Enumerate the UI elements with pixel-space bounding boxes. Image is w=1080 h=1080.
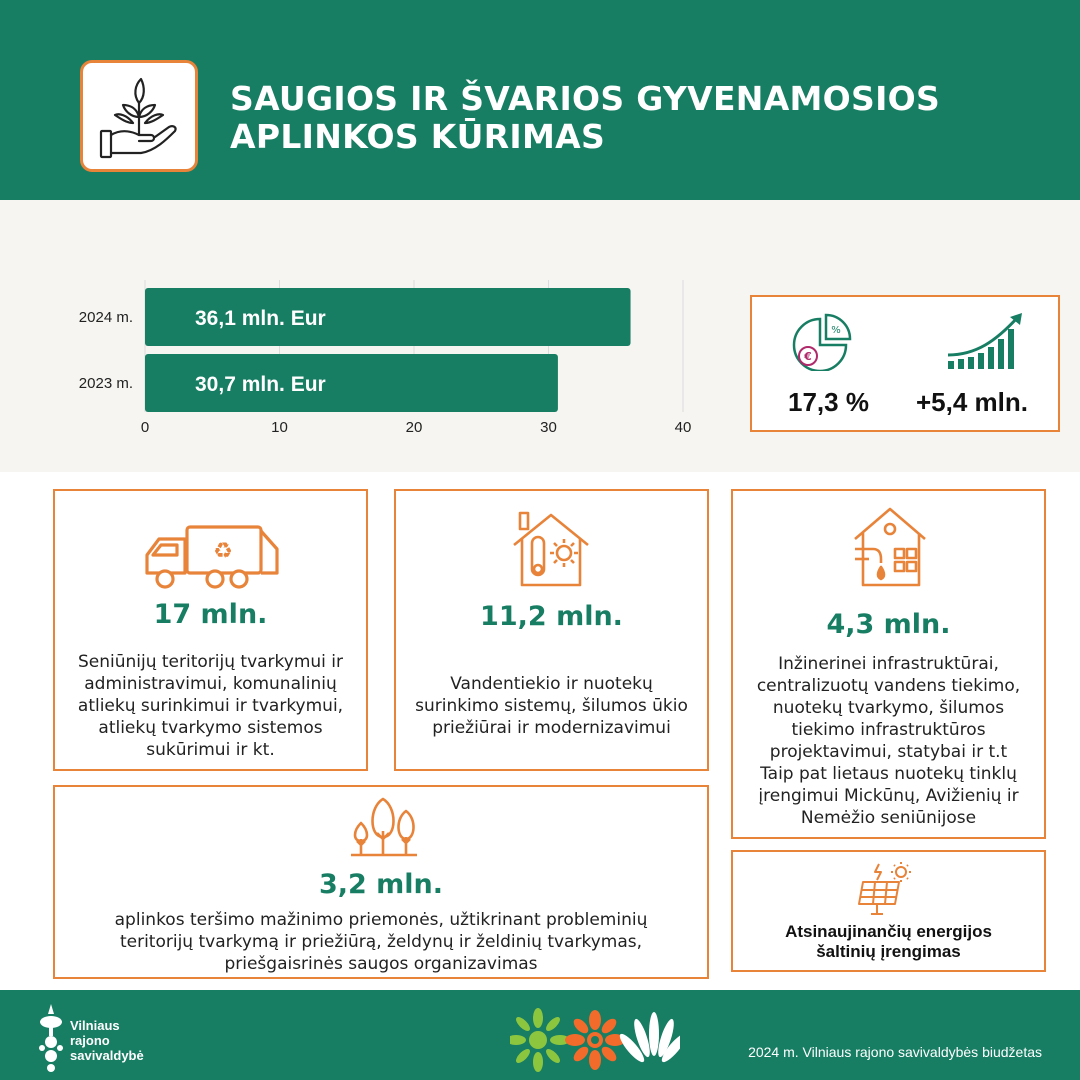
x-tick-label: 40: [674, 419, 692, 436]
decorative-flowers-icon: [510, 1008, 680, 1072]
stats-box: [750, 295, 1060, 432]
desc-line: atliekų tvarkymo sistemos: [98, 718, 323, 738]
svg-text:♻: ♻: [213, 539, 233, 564]
desc-line: įrengimui Mickūnų, Avižienių ir: [758, 786, 1019, 806]
plant-in-hand-icon-box: [80, 60, 198, 172]
desc-line: teritorijų tvarkymą ir priežiūrą, želdynų ir želdinių tvarkymas,: [119, 932, 643, 952]
card-waste-management: [53, 489, 368, 771]
svg-text:€: €: [804, 350, 812, 363]
bar-data-label: 30,7 mln. Eur: [195, 373, 326, 396]
desc-line: Inžinerinei infrastruktūrai,: [778, 654, 999, 674]
plant-in-hand-icon: [97, 73, 181, 161]
card-environment: [53, 785, 709, 979]
solar-description: [733, 922, 1044, 962]
y-category-label: 2024 m.: [78, 309, 133, 326]
increase-amount: +5,4 mln.: [916, 387, 1028, 417]
desc-line: šaltinių įrengimas: [816, 942, 961, 961]
desc-line: Atsinaujinančių energijos: [785, 922, 992, 941]
desc-line: sukūrimui ir kt.: [146, 740, 275, 760]
desc-line: projektavimui, statybai ir t.t: [769, 742, 1008, 762]
desc-line: priežiūrai ir modernizavimui: [432, 718, 671, 738]
infra-description: [733, 653, 1044, 829]
budget-footnote: 2024 m. Vilniaus rajono savivaldybės biudžetas: [748, 1044, 1042, 1060]
desc-line: surinkimo sistemų, šilumos ūkio: [415, 696, 688, 716]
growth-bars-arrow-icon: [946, 311, 1026, 371]
share-percent: 17,3 %: [788, 387, 869, 417]
title-line-1: SAUGIOS IR ŠVARIOS GYVENAMOSIOS: [230, 79, 941, 118]
y-category-label: 2023 m.: [78, 375, 133, 392]
card-water-heat: [394, 489, 709, 771]
desc-line: tiekimo infrastruktūros: [791, 720, 986, 740]
logo-line: Vilniaus: [70, 1018, 120, 1033]
desc-line: administravimui, komunalinių: [84, 674, 337, 694]
water-amount: 11,2 mln.: [480, 601, 623, 632]
card-infrastructure: [731, 489, 1046, 839]
footer-banner: [0, 990, 1080, 1080]
x-tick-label: 20: [405, 419, 423, 436]
logo-line: savivaldybė: [70, 1048, 144, 1063]
waste-amount: 17 mln.: [153, 599, 268, 630]
card-renewable-energy: [731, 850, 1046, 972]
solar-panel-icon: [857, 860, 913, 918]
desc-line: Vandentiekio ir nuotekų: [450, 674, 653, 694]
desc-line: Seniūnijų teritorijų tvarkymui ir: [77, 652, 344, 672]
infra-amount: 4,3 mln.: [826, 609, 951, 640]
house-water-tap-icon: [851, 505, 929, 587]
budget-bar-chart: [0, 200, 700, 472]
x-tick-label: 0: [140, 419, 150, 436]
desc-line: aplinkos teršimo mažinimo priemonės, užtikrinant probleminių: [114, 910, 648, 930]
title-line-2: APLINKOS KŪRIMAS: [230, 117, 606, 156]
garbage-truck-icon: [143, 521, 283, 591]
water-description: [396, 673, 707, 739]
house-thermometer-sun-icon: [510, 509, 592, 589]
x-tick-label: 30: [540, 419, 557, 436]
pie-percent-euro-icon: [786, 313, 858, 371]
env-amount: 3,2 mln.: [318, 869, 444, 900]
bar-data-label: 36,1 mln. Eur: [195, 307, 326, 330]
logo-line: rajono: [70, 1033, 110, 1048]
desc-line: priešgaisrinės saugos organizavimas: [224, 954, 538, 974]
desc-line: atliekų surinkimui ir tvarkymui,: [77, 696, 344, 716]
desc-line: nuotekų tvarkymo, šilumos: [772, 698, 1005, 718]
desc-line: Nemėžio seniūnijose: [800, 808, 977, 828]
trees-icon: [349, 795, 419, 857]
municipality-logo-text: [70, 1018, 144, 1063]
header-banner: [0, 0, 1080, 200]
x-tick-label: 10: [271, 419, 288, 436]
waste-description: [55, 651, 366, 761]
municipality-logo-icon: [36, 1002, 66, 1074]
svg-text:%: %: [831, 325, 841, 336]
desc-line: Taip pat lietaus nuotekų tinklų: [760, 764, 1017, 784]
env-description: [55, 909, 707, 975]
page-title: [230, 80, 940, 156]
desc-line: centralizuotų vandens tiekimo,: [756, 676, 1021, 696]
